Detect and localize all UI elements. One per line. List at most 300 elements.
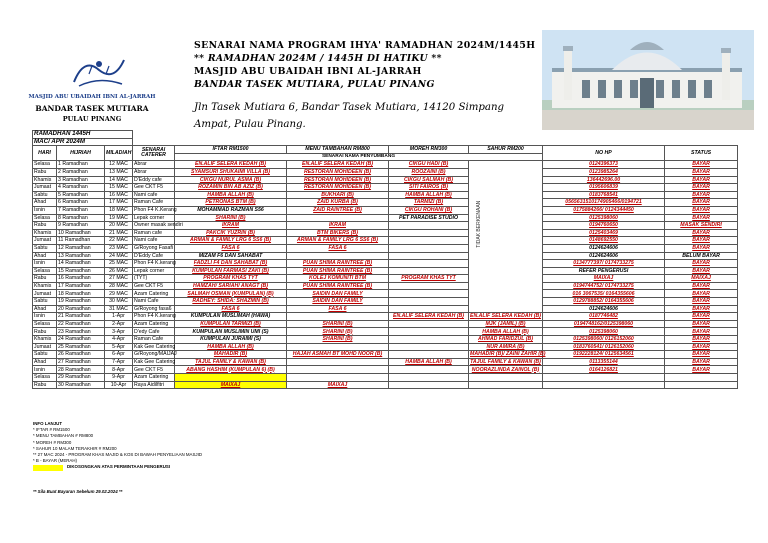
cell-iftar: MIZAM F6 DAN SAHABAT: [175, 252, 287, 260]
cell-iftar: HAMZAH/ SARIAH/ ANAGT (B): [175, 282, 287, 290]
cell-iftar: SALMAH OSMAN (KUMPULAN) (B): [175, 290, 287, 298]
cell-caterer: Raman Cafe: [133, 336, 175, 344]
logo-area-name: BANDAR TASEK MUTIARA: [35, 104, 149, 113]
cell-menu: [287, 313, 389, 321]
cell-status: BAYAR: [665, 343, 738, 351]
cell-miladiah: 31 MAC: [105, 305, 133, 313]
cell-menu: MAIXAJ: [287, 381, 389, 389]
cell-no-hp: 0187746482: [543, 313, 665, 321]
cell-moreh: [389, 320, 469, 328]
table-row: [33, 343, 738, 351]
cell-no-hp: 0194748162/0125398060: [543, 320, 665, 328]
cell-miladiah: 20 MAC: [105, 222, 133, 230]
cell-no-hp: 0194760650: [543, 222, 665, 230]
table-row: [33, 328, 738, 336]
cell-status: BAYAR: [665, 237, 738, 245]
cell-no-hp: 0124396373: [543, 161, 665, 169]
cell-iftar: KUMPULAN JURAIMI (S): [175, 336, 287, 344]
cell-status: BAYAR: [665, 244, 738, 252]
cell-hari: Sabtu: [33, 351, 57, 359]
cell-moreh: [389, 260, 469, 268]
cell-hijriah: 10 Ramadhan: [57, 229, 105, 237]
cell-status: BAYAR: [665, 351, 738, 359]
table-row: [33, 214, 738, 222]
cell-menu: RESTORAN MOHIDEEN (B): [287, 168, 389, 176]
cell-miladiah: 14 MAC: [105, 176, 133, 184]
cell-iftar: SHARINI (B): [175, 214, 287, 222]
cell-caterer: (TYT): [133, 275, 175, 283]
cell-caterer: Nami cafe: [133, 191, 175, 199]
cell-hijriah: 3 Ramadhan: [57, 176, 105, 184]
month-label: MAC/ APR 2024M: [33, 138, 133, 146]
col-status: STATUS: [665, 146, 738, 161]
cell-hijriah: 7 Ramadhan: [57, 206, 105, 214]
cell-iftar: [175, 374, 287, 382]
cell-status: BAYAR: [665, 313, 738, 321]
cell-caterer: G/Royong fasa6: [133, 305, 175, 313]
cell-status: BAYAR: [665, 358, 738, 366]
cell-miladiah: 8-Apr: [105, 366, 133, 374]
cell-no-hp: 0125403469: [543, 229, 665, 237]
sahur-not-applicable-cell: [469, 161, 543, 313]
cell-moreh: CIKGU ROHANI (B): [389, 206, 469, 214]
cell-moreh: [389, 298, 469, 306]
cell-caterer: G/Royong Fasafi: [134, 245, 173, 251]
cell-hijriah: 11 Ramadhan: [57, 237, 105, 245]
col-sahur: SAHUR RM200: [469, 146, 543, 154]
cell-no-hp: [543, 381, 665, 389]
cell-menu: SHARINI (B): [287, 328, 389, 336]
cell-moreh: [389, 222, 469, 230]
table-row: [33, 275, 738, 283]
mosque-logo: [22, 52, 162, 132]
cell-caterer: Nami cafe: [133, 237, 175, 245]
cell-miladiah: 15 MAC: [105, 184, 133, 192]
table-row: [33, 168, 738, 176]
cell-miladiah: 24 MAC: [105, 252, 133, 260]
cell-caterer: Phon F4 K.Kerang: [134, 207, 177, 214]
cell-hijriah: 24 Ramadhan: [57, 336, 105, 344]
cell-hijriah: 15 Ramadhan: [57, 267, 105, 275]
legend-text: DIKOSONGKAN ATAS PERMINTAAN PENGERUSI: [67, 464, 171, 470]
cell-miladiah: 26 MAC: [105, 267, 133, 275]
cell-iftar: MOHAMMAD RAZMAN S56: [175, 206, 287, 214]
cell-hari: Ahad: [33, 199, 57, 207]
table-row: [33, 260, 738, 268]
table-row: [33, 229, 738, 237]
cell-caterer: Gee CKT F5: [133, 184, 175, 192]
cell-iftar: MAIXAJ: [175, 381, 287, 389]
info-section: [33, 421, 202, 471]
cell-iftar: SYAMSURI SHUKAIMI VILLA (B): [175, 168, 287, 176]
mosque-building-image: [542, 30, 754, 130]
cell-hijriah: 22 Ramadhan: [57, 320, 105, 328]
cell-hijriah: 19 Ramadhan: [57, 298, 105, 306]
cell-hijriah: 30 Ramadhan: [57, 381, 105, 389]
cell-status: [665, 374, 738, 382]
cell-status: BAYAR: [665, 305, 738, 313]
cell-status: BAYAR: [665, 366, 738, 374]
cell-miladiah: 2-Apr: [105, 320, 133, 328]
table-row: [33, 222, 738, 230]
cell-caterer: Azam Catering: [133, 374, 175, 382]
cell-hari: Khamis: [33, 336, 57, 344]
cell-hari: Jumaat: [33, 237, 57, 245]
table-row: [33, 191, 738, 199]
table-row: [33, 199, 738, 207]
cell-moreh: [389, 305, 469, 313]
cell-iftar: KUMPULAN MUSLIMAH (HAWA): [175, 313, 287, 321]
cell-no-hp: 0183760541/ 0126152060: [543, 343, 665, 351]
cell-miladiah: 10-Apr: [105, 381, 133, 389]
logo-state-name: PULAU PINANG: [62, 115, 122, 123]
cell-miladiah: 13 MAC: [105, 168, 133, 176]
cell-no-hp: 0183768541: [543, 191, 665, 199]
cell-iftar: ARMAN & FAMILY LRG 6 SS6 (B): [175, 237, 287, 245]
cell-caterer: Gee CKT F5: [133, 282, 175, 290]
cell-moreh: [389, 381, 469, 389]
cell-iftar: IKRAM: [175, 222, 287, 230]
cell-status: BAYAR: [665, 282, 738, 290]
cell-status: BAYAR: [665, 320, 738, 328]
cell-moreh: [389, 282, 469, 290]
cell-no-hp: 0125398060/ 0126152060: [543, 336, 665, 344]
cell-iftar: PAKCIK YUZRIN (B): [175, 229, 287, 237]
cell-hijriah: 9 Ramadhan: [57, 222, 105, 230]
cell-no-hp: 136442696.00: [543, 176, 665, 184]
cell-moreh: [389, 252, 469, 260]
cell-hijriah: 8 Ramadhan: [57, 214, 105, 222]
cell-moreh: ROOZAINI (B): [389, 168, 469, 176]
cell-caterer: Kak Gee Catering: [134, 343, 176, 350]
cell-status: BAYAR: [665, 161, 738, 169]
cell-hari: Jumaat: [33, 343, 57, 351]
cell-hari: Ahad: [33, 252, 57, 260]
cell-miladiah: 28 MAC: [105, 282, 133, 290]
info-line: * MENU TAMBAHAN # RM800: [33, 433, 94, 439]
cell-iftar: ROZAMIN BIN AB AZIZ (B): [175, 184, 287, 192]
table-row: [33, 351, 738, 359]
cell-menu: [287, 374, 389, 382]
cell-status: BAYAR: [665, 229, 738, 237]
cell-miladiah: 22 MAC: [105, 237, 133, 245]
cell-hari: Isnin: [33, 206, 57, 214]
table-row: [33, 282, 738, 290]
tidak-berkenaan-label: TIDAK BERKENAAN: [475, 201, 482, 249]
cell-status: BAYAR: [665, 199, 738, 207]
cell-hari: Selasa: [33, 374, 57, 382]
table-row: [33, 206, 738, 214]
cell-status: [665, 381, 738, 389]
cell-no-hp: 0125398060: [543, 214, 665, 222]
cell-sahur: AHMAD FARIDZUL (B): [469, 336, 543, 344]
cell-miladiah: 30 MAC: [105, 298, 133, 306]
cell-status: MASAK SENDIRI: [665, 222, 738, 230]
cell-caterer: G/Royong/MAIJAJ: [134, 351, 177, 358]
info-title: INFO LANJUT: [33, 421, 63, 426]
cell-status: BAYAR: [665, 336, 738, 344]
cell-caterer: D'Eddy cafe: [133, 176, 175, 184]
cell-hijriah: 16 Ramadhan: [57, 275, 105, 283]
masjid-name: MASJID ABU UBAIDAH IBNI AL-JARRAH: [194, 66, 422, 77]
cell-no-hp: 0164126821: [543, 366, 665, 374]
cell-iftar: PROGRAM KHAS TYT: [175, 275, 287, 283]
cell-menu: SAIDIN DAN FAMILY: [287, 290, 389, 298]
cell-no-hp: 0194744752/ 0174733275: [543, 282, 665, 290]
payment-footnote: ** Sila Buat Bayaran Sebelum 29.02.2024 **: [33, 489, 123, 494]
cell-hari: Isnin: [33, 366, 57, 374]
cell-moreh: EN.ALIF SELERA KEDAH (B): [389, 313, 469, 321]
cell-caterer: Abrar: [133, 168, 175, 176]
cell-miladiah: 25 MAC: [105, 260, 133, 268]
cell-no-hp: 0148692550: [543, 237, 665, 245]
cell-moreh: CIKGU HADI (B): [389, 161, 469, 169]
cell-caterer: Raman Cafe: [133, 199, 175, 207]
cell-hijriah: 18 Ramadhan: [57, 290, 105, 298]
cell-no-hp: 016 3067535/ 0164355606: [543, 290, 665, 298]
cell-hari: Rabu: [33, 222, 57, 230]
cell-no-hp: REFER PENGERUSI: [543, 267, 665, 275]
cell-iftar: FADZLI F4 DAN SAHABAT (B): [175, 260, 287, 268]
table-row: [33, 237, 738, 245]
cell-caterer: Raman cafe: [133, 229, 175, 237]
table-row: [33, 336, 738, 344]
cell-status: BAYAR: [665, 298, 738, 306]
cell-moreh: [389, 366, 469, 374]
cell-status: BAYAR: [665, 168, 738, 176]
cell-no-hp: 0124624606: [543, 252, 665, 260]
cell-hari: Khamis: [33, 176, 57, 184]
cell-hijriah: 26 Ramadhan: [57, 351, 105, 359]
cell-menu: KOLEJ KOMUNITI BTM: [287, 275, 389, 283]
info-line: * SAHUR 10 MALAM TERAKHIR # RM200: [33, 445, 117, 451]
info-line: * IFTAR # RM1500: [33, 427, 70, 433]
table-row: [33, 358, 738, 366]
cell-hari: Ahad: [33, 305, 57, 313]
cell-hijriah: 1 Ramadhan: [57, 161, 105, 169]
cell-no-hp: 0124624606: [543, 305, 665, 313]
cell-no-hp: 0192228124/ 0125634561: [543, 351, 665, 359]
cell-hari: Selasa: [33, 320, 57, 328]
cell-menu: RESTORAN MOHIDEEN (B): [287, 184, 389, 192]
cell-caterer: Owner masak sendiri: [134, 222, 183, 229]
cell-hijriah: 2 Ramadhan: [57, 168, 105, 176]
cell-hari: Sabtu: [33, 244, 57, 252]
cell-hijriah: 6 Ramadhan: [57, 199, 105, 207]
cell-miladiah: 6-Apr: [105, 351, 133, 359]
cell-iftar: MAHADIR (B): [175, 351, 287, 359]
masjid-address: Jln Tasek Mutiara 6, Bandar Tasek Mutiara, 14120 Simpang Ampat, Pulau Pinang.: [194, 102, 505, 130]
cell-hijriah: 5 Ramadhan: [57, 191, 105, 199]
cell-moreh: [389, 374, 469, 382]
col-caterer: SENARAI CATERER: [133, 146, 175, 161]
cell-caterer: Nami Cafe: [133, 298, 175, 306]
cell-caterer: Lepak corner: [133, 214, 175, 222]
cell-iftar: FASA 6: [175, 244, 287, 252]
col-moreh: MOREH RM300: [389, 146, 469, 154]
cell-sahur: NOORAZLINDA ZAINOL (B): [469, 366, 543, 374]
cell-miladiah: 7-Apr: [105, 358, 133, 366]
cell-menu: IKRAM: [287, 222, 389, 230]
cell-miladiah: 16 MAC: [105, 191, 133, 199]
table-row: [33, 298, 738, 306]
table-row: [33, 252, 738, 260]
cell-menu: BTM BIKERS (B): [287, 229, 389, 237]
cell-hijriah: 20 Ramadhan: [57, 305, 105, 313]
cell-hari: Khamis: [33, 282, 57, 290]
cell-no-hp: 0565631510174905466/0194721: [543, 199, 665, 207]
program-schedule-table: [32, 130, 738, 389]
cell-hari: Sabtu: [33, 298, 57, 306]
table-row: [33, 366, 738, 374]
cell-moreh: [389, 229, 469, 237]
cell-no-hp: MAIXAJ: [543, 275, 665, 283]
cell-hari: Isnin: [33, 260, 57, 268]
cell-sahur: [469, 374, 543, 382]
cell-menu: ZAID RAINTREE (B): [287, 206, 389, 214]
cell-caterer: Abrar: [133, 161, 175, 169]
cell-iftar: EN.ALIF SELERA KEDAH (B): [175, 161, 287, 169]
cell-menu: BUKHARI (B): [287, 191, 389, 199]
cell-menu: ARMAN & FAMILY LRG 6 SS6 (B): [287, 237, 389, 245]
cell-no-hp: [543, 374, 665, 382]
cell-no-hp: 0124624606: [543, 244, 665, 252]
cell-hijriah: 12 Ramadhan: [57, 244, 105, 252]
cell-status: BAYAR: [665, 260, 738, 268]
cell-status: BAYAR: [665, 214, 738, 222]
cell-miladiah: 12 MAC: [105, 161, 133, 169]
cell-miladiah: 9-Apr: [105, 374, 133, 382]
cell-hijriah: 29 Ramadhan: [57, 374, 105, 382]
cell-miladiah: 18 MAC: [105, 206, 133, 214]
cell-menu: FASA 6: [287, 305, 389, 313]
cell-moreh: [389, 244, 469, 252]
table-row: [33, 161, 738, 169]
table-row: [33, 267, 738, 275]
cell-iftar: FASA 6: [175, 305, 287, 313]
cell-caterer: Raya Aidilfitri: [133, 381, 175, 389]
table-row: [33, 305, 738, 313]
table-row: [33, 244, 738, 252]
cell-menu: RESTORAN MOHIDEEN (B): [287, 176, 389, 184]
cell-status: BAYAR: [665, 191, 738, 199]
cell-menu: PUAN SHIMA RAINTREE (B): [287, 260, 389, 268]
cell-status: BAYAR: [665, 206, 738, 214]
logo-masjid-name: MASJID ABU UBAIDAH IBNI AL-JARRAH: [28, 94, 156, 100]
cell-miladiah: 5-Apr: [105, 343, 133, 351]
cell-hijriah: 14 Ramadhan: [57, 260, 105, 268]
cell-sahur: EN.ALIF SELERA KEDAH (B): [470, 313, 541, 320]
cell-no-hp: 0134777397/ 0174733275: [543, 260, 665, 268]
cell-iftar: KUMPULAN FARMASI ZAKI (B): [175, 267, 287, 275]
cell-menu: EN.ALIF SELERA KEDAH (B): [287, 161, 389, 169]
cell-hari: Jumaat: [33, 290, 57, 298]
masjid-location: BANDAR TASEK MUTIARA, PULAU PINANG: [194, 79, 435, 90]
cell-hari: Selasa: [33, 161, 57, 169]
info-line: * MOREH # RM300: [33, 439, 72, 445]
penyumbang-header: SENARAI NAMA PENYUMBANG: [175, 153, 543, 161]
table-row: [33, 176, 738, 184]
cell-iftar: HAMBA ALLAH (B): [175, 343, 287, 351]
cell-menu: HAJAH ASMAH BT MOHD NOOR (B): [287, 351, 389, 359]
cell-sahur: MAHADIR (B)/ ZAINI ZAHIR (B): [470, 351, 546, 358]
cell-sahur: NUR AMIRA (B): [469, 343, 543, 351]
cell-hari: Selasa: [33, 214, 57, 222]
cell-miladiah: 27 MAC: [105, 275, 133, 283]
cell-hijriah: 17 Ramadhan: [57, 282, 105, 290]
cell-miladiah: 29 MAC: [105, 290, 133, 298]
cell-caterer: D'edy Cafe: [133, 328, 175, 336]
cell-sahur: TAJUL FAMILY & KAWAN (B): [470, 358, 541, 365]
cell-status: BAYAR: [665, 328, 738, 336]
cell-menu: SAIDIN DAN FAMILY: [287, 298, 389, 306]
cell-menu: SHARINI (B): [287, 320, 389, 328]
cell-hari: Isnin: [33, 313, 57, 321]
cell-status: BELUM BAYAR: [665, 252, 738, 260]
cell-menu: [287, 366, 389, 374]
yellow-legend-swatch: [33, 465, 63, 471]
cell-status: BAYAR: [665, 290, 738, 298]
cell-iftar: ABANG HASHIM (KUMPULAN 6) (B): [175, 366, 287, 374]
info-line: * B - BAYAR (MERAH): [33, 458, 77, 464]
cell-moreh: [389, 343, 469, 351]
cell-moreh: HAMBA ALLAH (B): [389, 191, 469, 199]
cell-iftar: CIKGU NURUL ASMA (B): [175, 176, 287, 184]
cell-moreh: TARMIZI (B): [389, 199, 469, 207]
cell-iftar: KUMPULAN MUSLIMIN UMI (S): [175, 328, 287, 336]
cell-hijriah: 4 Ramadhan: [57, 184, 105, 192]
cell-miladiah: 23 MAC: [105, 244, 133, 252]
document-title: SENARAI NAMA PROGRAM IHYA' RAMADHAN 2024M/1445H: [194, 40, 536, 51]
cell-moreh: PET PARADISE STUDIO: [389, 214, 469, 222]
cell-caterer: Phon F4 K.kerang: [134, 313, 176, 320]
cell-no-hp: 0195606839: [543, 184, 665, 192]
cell-miladiah: 3-Apr: [105, 328, 133, 336]
table-row: [33, 184, 738, 192]
cell-caterer: Kak Gee Catering: [134, 358, 176, 365]
cell-hijriah: 27 Ramadhan: [57, 358, 105, 366]
cell-no-hp: 0123985264: [543, 168, 665, 176]
cell-no-hp: 0129788852/ 0164355606: [543, 298, 665, 306]
cell-iftar: TAJUL FAMILY & KAWAN (B): [175, 358, 287, 366]
cell-miladiah: 17 MAC: [105, 199, 133, 207]
cell-hari: Khamis: [33, 229, 57, 237]
cell-caterer: Azam Catering: [133, 290, 175, 298]
cell-menu: PUAN SHIMA RAINTREE (B): [287, 282, 389, 290]
cell-menu: FASA 6: [287, 244, 389, 252]
cell-hari: Ahad: [33, 358, 57, 366]
cell-menu: [287, 343, 389, 351]
cell-caterer: Lepak corner: [133, 267, 175, 275]
cell-no-hp: 0175884266/ 0124344450: [543, 206, 665, 214]
cell-sahur: MJK (JAMIL) (B): [469, 320, 543, 328]
cell-moreh: [389, 267, 469, 275]
cell-hijriah: 21 Ramadhan: [57, 313, 105, 321]
col-miladiah: MILADIAH: [105, 146, 133, 161]
document-subtitle: ** RAMADHAN 2024M / 1445H DI HATIKU **: [194, 53, 442, 64]
cell-iftar: PETRONAS BTM (B): [175, 199, 287, 207]
ramadhan-year-label: RAMADHAN 1445H: [33, 131, 133, 139]
cell-moreh: HAMBA ALLAH (B): [389, 358, 469, 366]
cell-hari: Rabu: [33, 168, 57, 176]
cell-hari: Sabtu: [33, 191, 57, 199]
cell-moreh: [389, 336, 469, 344]
cell-iftar: RADHEY: SHIDA: SHAZMIN (B): [175, 298, 287, 306]
cell-no-hp: 0113355144: [543, 358, 665, 366]
col-iftar: IFTAR RM1500: [175, 146, 287, 154]
cell-menu: [287, 358, 389, 366]
cell-status: BAYAR: [665, 184, 738, 192]
